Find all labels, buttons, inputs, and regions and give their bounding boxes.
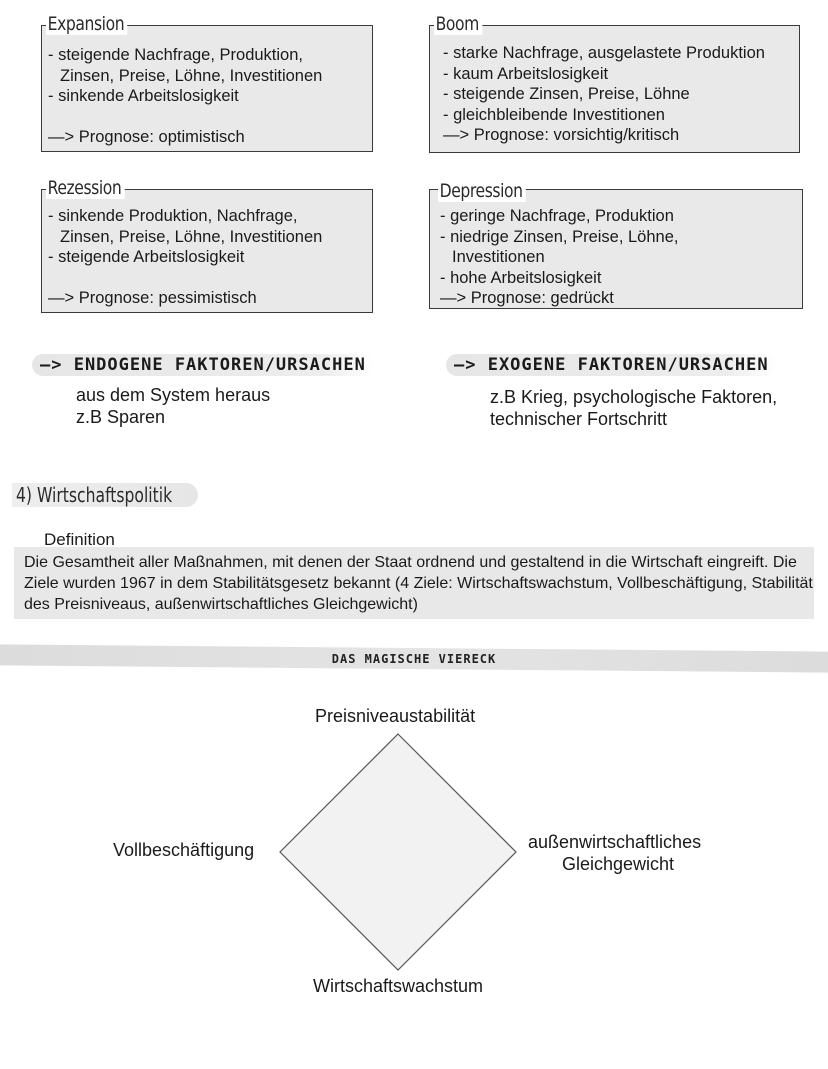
boom-line-1: - starke Nachfrage, ausgelastete Produktion — [443, 44, 765, 62]
boom-line-3: - steigende Zinsen, Preise, Löhne — [443, 85, 690, 103]
rezession-prognosis: —> Prognose: pessimistisch — [48, 288, 257, 307]
depression-line-3: Investitionen — [452, 248, 545, 266]
section-title: 4) Wirtschaftspolitik — [16, 483, 173, 507]
depression-line-2: - niedrige Zinsen, Preise, Löhne, — [440, 227, 679, 246]
definition-label: Definition — [44, 530, 115, 549]
viereck-heading: DAS MAGISCHE VIERECK — [331, 652, 497, 666]
depression-title: Depression — [438, 180, 526, 202]
exogen-heading: —> EXOGENE FAKTOREN/URSACHEN — [446, 354, 777, 376]
rezession-line-1: - sinkende Produktion, Nachfrage, — [48, 207, 298, 225]
boom-box — [429, 25, 800, 153]
rezession-line-3: - steigende Arbeitslosigkeit — [48, 248, 245, 266]
expansion-prognosis: —> Prognose: optimistisch — [48, 127, 245, 146]
rezession-line-2: Zinsen, Preise, Löhne, Investitionen — [60, 227, 323, 246]
depression-prognosis: —> Prognose: gedrückt — [440, 289, 614, 307]
depression-line-1: - geringe Nachfrage, Produktion — [440, 207, 674, 225]
expansion-line-1: - steigende Nachfrage, Produktion, — [48, 46, 303, 64]
rezession-title: Rezession — [46, 177, 125, 199]
boom-line-2: - kaum Arbeitslosigkeit — [443, 64, 609, 83]
viereck-right-label-1: außenwirtschaftliches — [528, 832, 702, 852]
endogen-line-1: aus dem System heraus — [76, 385, 271, 405]
expansion-line-3: - sinkende Arbeitslosigkeit — [48, 87, 239, 105]
viereck-top-label: Preisniveaustabilität — [315, 706, 476, 726]
boom-line-4: - gleichbleibende Investitionen — [443, 105, 665, 124]
endogen-line-2: z.B Sparen — [76, 407, 166, 427]
exogen-line-2: technischer Fortschritt — [490, 409, 668, 429]
expansion-gap — [48, 107, 322, 127]
expansion-box — [41, 25, 373, 152]
expansion-title: Expansion — [46, 13, 127, 35]
viereck-diamond — [280, 734, 516, 970]
boom-prognosis: —> Prognose: vorsichtig/kritisch — [443, 126, 680, 144]
viereck-left-label: Vollbeschäftigung — [113, 840, 255, 860]
depression-box — [429, 189, 803, 309]
expansion-line-2: Zinsen, Preise, Löhne, Investitionen — [60, 66, 323, 85]
endogen-heading: —> ENDOGENE FAKTOREN/URSACHEN — [32, 354, 374, 376]
viereck-bottom-label: Wirtschaftswachstum — [313, 976, 484, 996]
boom-title: Boom — [434, 13, 482, 35]
rezession-box — [41, 189, 373, 313]
viereck-right-label-2: Gleichgewicht — [562, 854, 675, 874]
depression-line-4: - hohe Arbeitslosigkeit — [440, 268, 602, 287]
definition-text: Die Gesamtheit aller Maßnahmen, mit denen der Staat ordnend und gestaltend in die Wirtschaft eingreift. Die Ziele wurden 1967 in dem Stabilitätsgesetz bekannt (4 Ziele: Wirtschaftswachstum, Vollbeschäftigung, Stabilität des Preisniveaus, außenwirtschaftliches Gleichgewicht) — [24, 554, 813, 613]
rezession-gap — [48, 268, 322, 288]
section-title-banner — [12, 483, 198, 507]
exogen-line-1: z.B Krieg, psychologische Faktoren, — [490, 387, 778, 407]
